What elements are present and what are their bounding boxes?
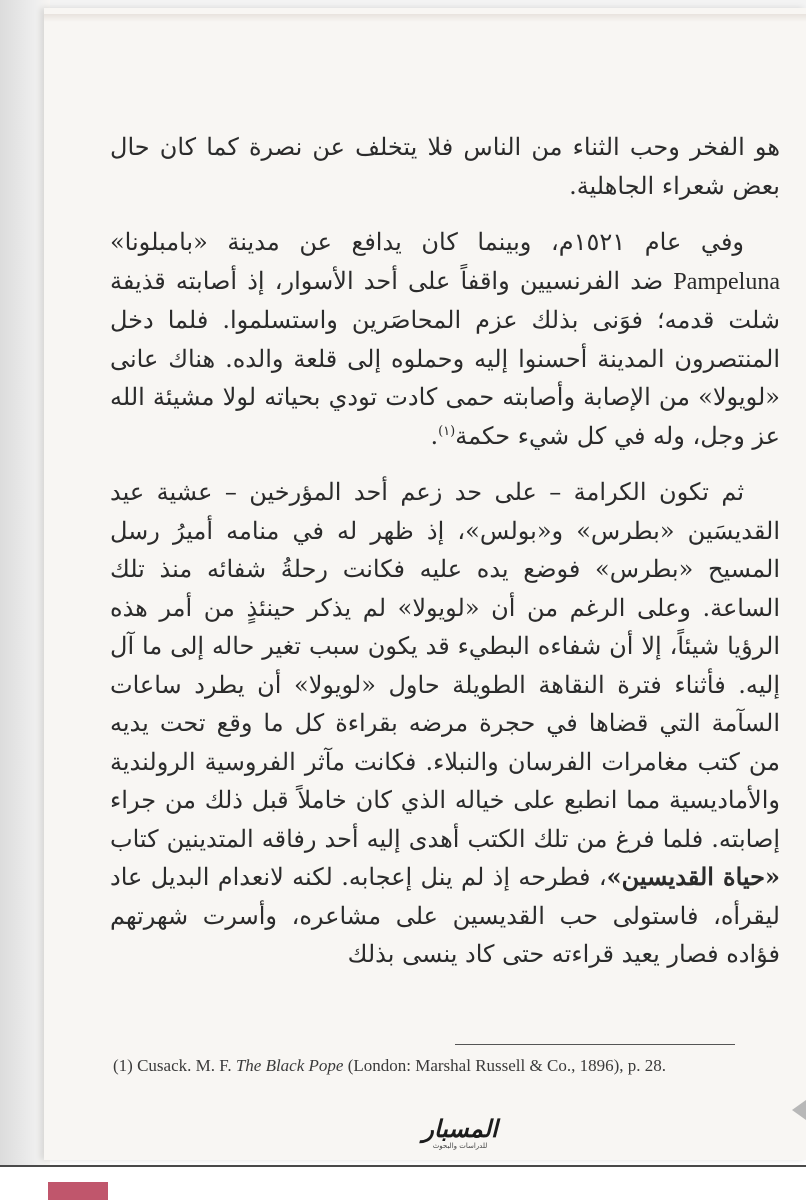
page-top-edge	[44, 14, 806, 22]
paragraph-3	[110, 473, 780, 974]
body-text	[110, 128, 780, 974]
paragraph-3-text: ، فطرحه إذ لم ينل إعجابه. لكنه لانعدام البديل عاد ليقرأه، فاستولى حب القديسين على مشاعره، وأسرت شهرتهم فؤاده فصار يعيد قراءته حتى كاد ينسى بذلك	[110, 863, 780, 968]
footnote-prefix: (1) Cusack. M. F.	[113, 1056, 236, 1075]
book-title: «حياة القديسين»	[606, 862, 781, 891]
latin-term: Pampeluna	[673, 268, 780, 295]
paragraph-1	[110, 128, 780, 205]
footnote-divider	[455, 1044, 735, 1045]
footnote-suffix: (London: Marshal Russell & Co., 1896), p. 28.	[343, 1056, 666, 1075]
paragraph-2-end: .	[430, 421, 439, 450]
logo-wordmark: المسبار	[422, 1114, 498, 1143]
page-spine-shadow	[0, 0, 50, 1165]
logo-subtitle: للدراسات والبحوث	[432, 1142, 488, 1150]
paragraph-2	[110, 223, 780, 455]
footnote-ref[interactable]: (١)	[438, 423, 456, 439]
paragraph-2-lead: وفي عام ١٥٢١م، وبينما كان يدافع عن مدينة «بامبلونا»	[110, 228, 744, 256]
paragraph-3-lead: ثم تكون الكرامة – على حد زعم أحد المؤرخين – عشية عيد القديسَين «بطرس» و«بولس»، إذ ظهر له في منامه أميرُ رسل المسيح «بطرس» فوضع يده عليه فكانت رحلةُ شفائه منذ تلك الساعة. وعلى الرغم من أن «لويولا» لم يذكر حينئذٍ من أمر هذه الرؤيا شيئاً، إلا أن شفاءه البطيء قد يكون سبب تغير حاله إلى ما آل إليه. فأثناء فترة النقاهة الطويلة حاول «لويولا» أن يطرد ساعات السآمة التي قضاها في حجرة مرضه بقراءة كل ما وقع تحت يديه من كتب مغامرات الفرسان والنبلاء. فكانت مآثر الفروسية الرولندية والأماديسية مما انطبع على خياله الذي كان خاملاً قبل ذلك من جراء إصابته. فلما فرغ من تلك الكتب أهدى إليه أحد رفاقه المتدينين كتاب	[110, 478, 780, 853]
page-turn-arrow-icon[interactable]	[792, 1100, 806, 1120]
publisher-logo	[395, 1116, 525, 1151]
next-page-tab[interactable]	[48, 1182, 108, 1200]
footnote-title: The Black Pope	[235, 1056, 344, 1075]
bottom-strip	[0, 1167, 806, 1200]
paragraph-2-text: ضد الفرنسيين واقفاً على أحد الأسوار، إذ أصابته قذيفة شلت قدمه؛ فوَنى بذلك عزم المحاصَرين واستسلموا. فلما دخل المنتصرون المدينة أحسنوا إليه وحملوه إلى قلعة والده. هناك عانى «لويولا» من الإصابة وأصابته حمى كادت تودي بحياته لولا مشيئة الله عز وجل، وله في كل شيء حكمة	[110, 266, 780, 450]
footnote	[113, 1056, 753, 1076]
paragraph-1-text: هو الفخر وحب الثناء من الناس فلا يتخلف عن نصرة كما كان حال بعض شعراء الجاهلية.	[110, 133, 780, 200]
